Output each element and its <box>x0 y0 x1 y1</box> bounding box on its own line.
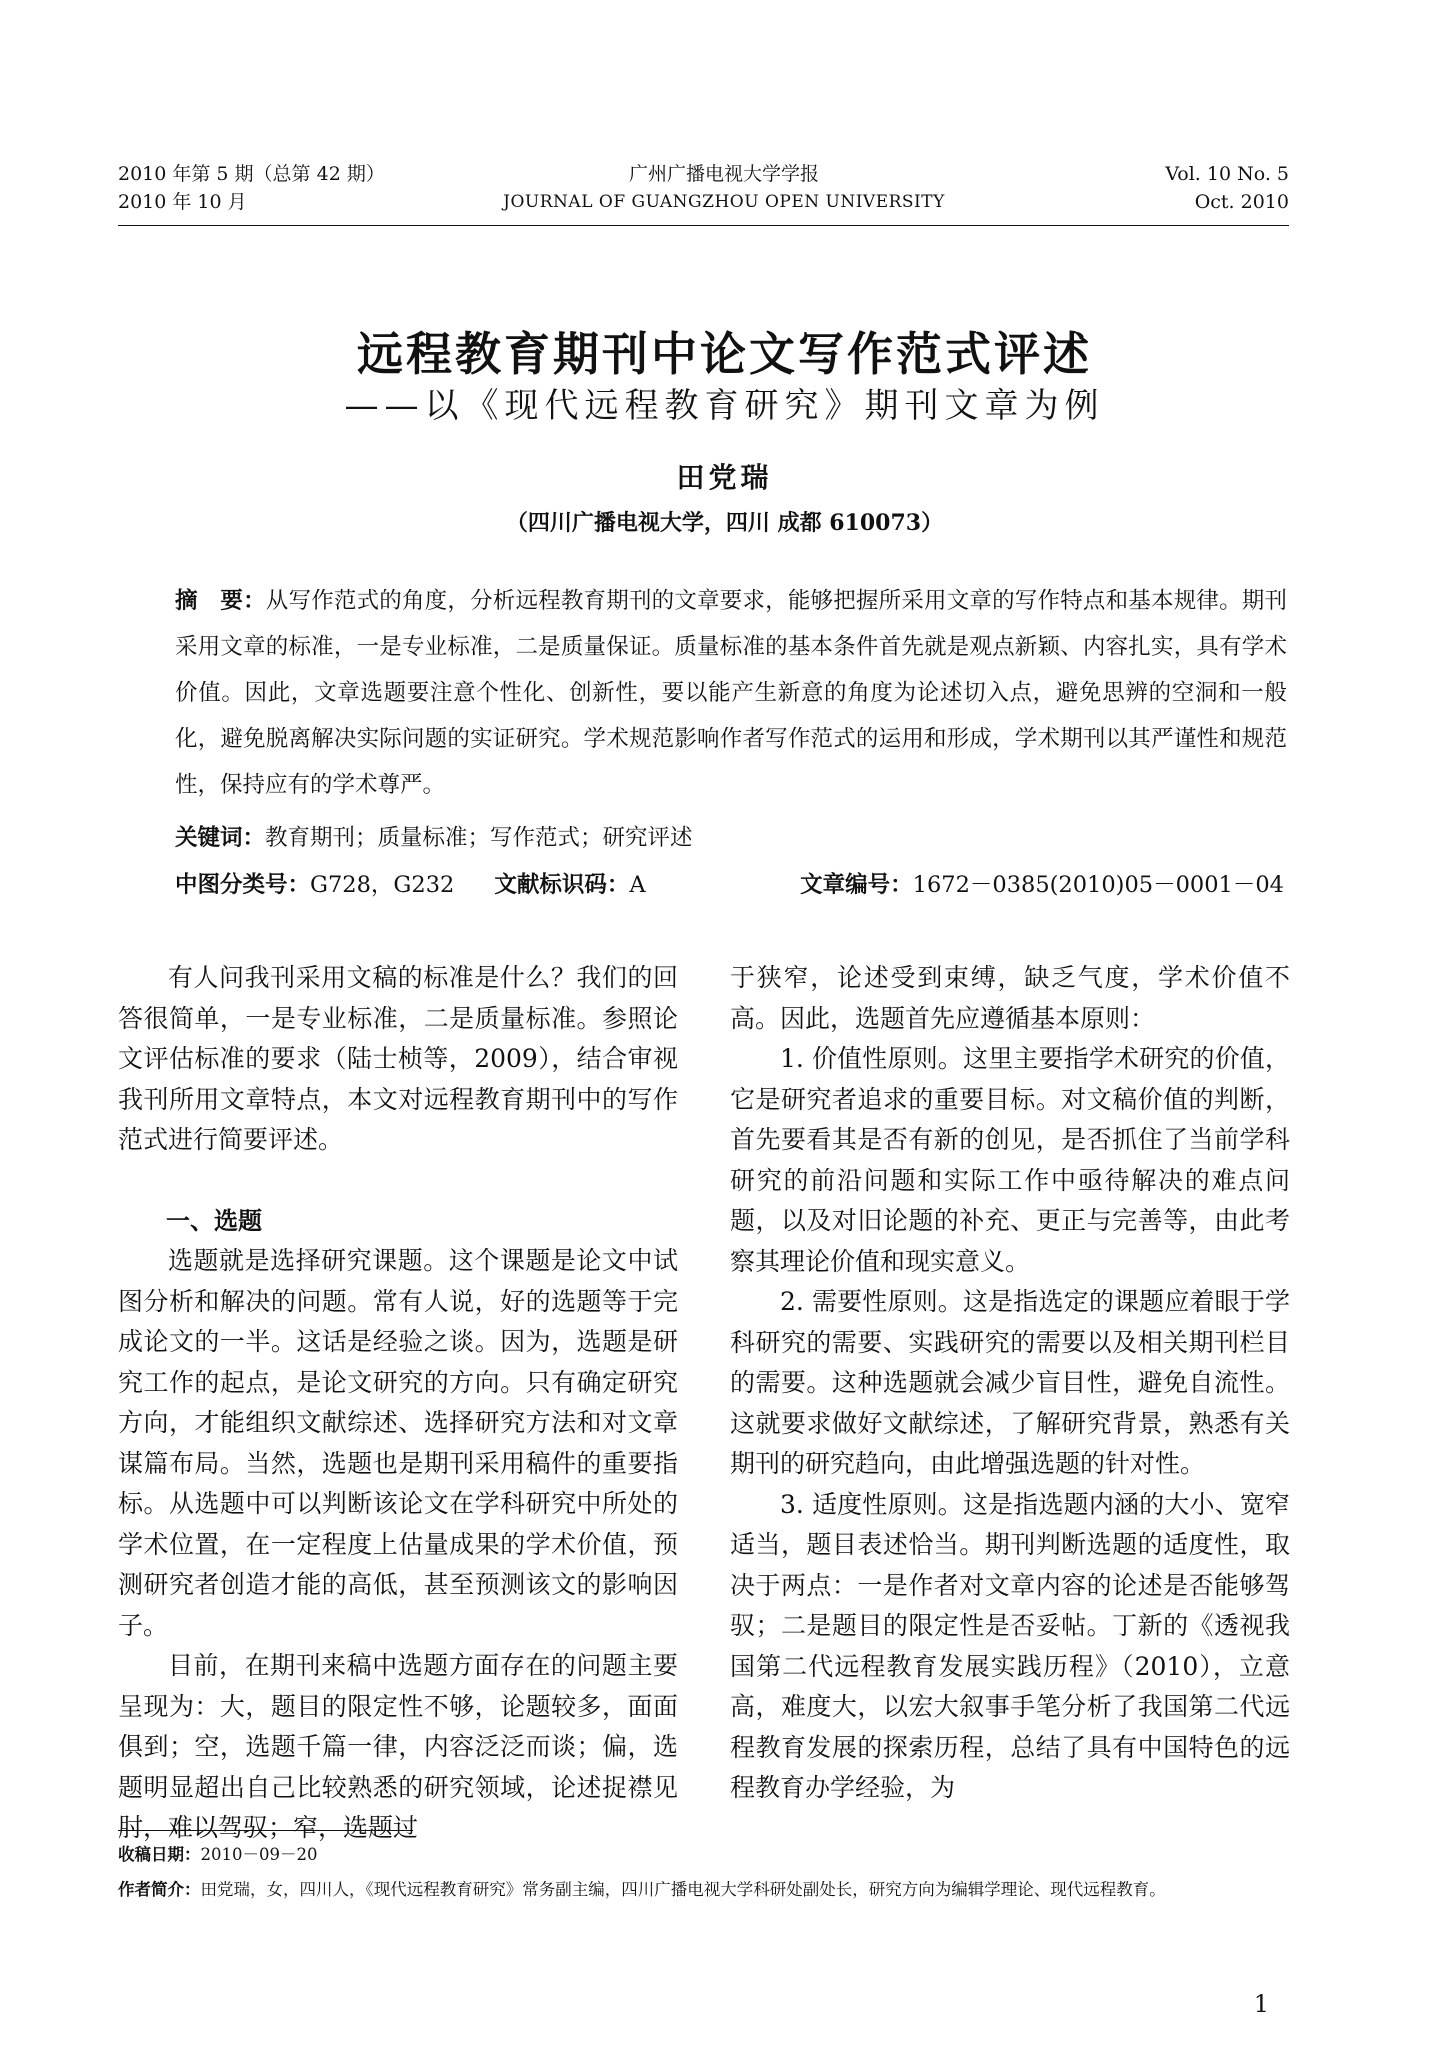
classification <box>175 865 646 905</box>
paragraph: 目前，在期刊来稿中选题方面存在的问题主要呈现为：大，题目的限定性不够，论题较多，面面俱到；空，选题千篇一律，内容泛泛而谈；偏，选题明显超出自己比较熟悉的研究领域，论述捉襟见肘，难以驾驭；窄，选题过 <box>118 1651 678 1842</box>
received-value: 2010－09－20 <box>200 1845 318 1864</box>
doc-code-label: 文献标识码： <box>494 872 630 898</box>
page-number: 1 <box>1253 1990 1269 2018</box>
body-column-right <box>730 958 1290 1809</box>
paragraph: 1. 价值性原则。这里主要指学术研究的价值，它是研究者追求的重要目标。对文稿价值的判断，首先要看其是否有新的创见，是否抓住了当前学科研究的前沿问题和实际工作中亟待解决的难点问题，以及对旧论题的补充、更正与完善等，由此考察其理论价值和现实意义。 <box>730 1044 1290 1276</box>
doc-code-value: A <box>629 872 646 898</box>
received-label: 收稿日期： <box>118 1845 201 1864</box>
issue-line: 2010 年第 5 期（总第 42 期） <box>118 163 385 185</box>
journal-name <box>503 160 945 216</box>
abstract <box>175 578 1287 808</box>
body-column-left <box>118 958 678 1849</box>
author-bio-label: 作者简介： <box>118 1880 201 1899</box>
paragraph: 2. 需要性原则。这是指选定的课题应着眼于学科研究的需要、实践研究的需要以及相关期刊栏目的需要。这种选题就会减少盲目性，避免自流性。这就要求做好文献综述，了解研究背景，熟悉有关期刊的研究趋向，由此增强选题的针对性。 <box>730 1287 1290 1478</box>
abstract-label: 摘 要： <box>175 588 266 614</box>
section-heading: 一、选题 <box>166 1206 262 1235</box>
issue-date: 2010 年 10 月 <box>118 191 247 213</box>
footnote-rule <box>118 1830 413 1831</box>
paragraph: 3. 适度性原则。这是指选题内涵的大小、宽窄适当，题目表述恰当。期刊判断选题的适度性，取决于两点：一是作者对文章内容的论述是否能够驾驭；二是题目的限定性是否妥帖。丁新的《透视我国第二代远程教育发展实践历程》（2010），立意高，难度大，以宏大叙事手笔分析了我国第二代远程教育发展的探索历程，总结了具有中国特色的远程教育办学经验，为 <box>730 1489 1290 1802</box>
journal-name-en: JOURNAL OF GUANGZHOU OPEN UNIVERSITY <box>503 192 945 212</box>
keywords-label: 关键词： <box>175 825 266 851</box>
article-number <box>800 865 1284 905</box>
keywords <box>175 818 693 858</box>
author-bio-text: 田党瑞，女，四川人，《现代远程教育研究》常务副主编，四川广播电视大学科研处副处长，研究方向为编辑学理论、现代远程教育。 <box>200 1880 1166 1899</box>
received-date <box>118 1840 1288 1870</box>
volume-info <box>1165 160 1289 216</box>
author-affiliation: （四川广播电视大学，四川 成都 610073） <box>505 510 944 536</box>
abstract-text: 从写作范式的角度，分析远程教育期刊的文章要求，能够把握所采用文章的写作特点和基本规律。期刊采用文章的标准，一是专业标准，二是质量保证。质量标准的基本条件首先就是观点新颖、内容扎实，具有学术价值。因此，文章选题要注意个性化、创新性，要以能产生新意的角度为论述切入点，避免思辨的空洞和一般化，避免脱离解决实际问题的实证研究。学术规范影响作者写作范式的运用和形成，学术期刊以其严谨性和规范性，保持应有的学术尊严。 <box>175 588 1287 798</box>
clc-value: G728，G232 <box>310 872 455 898</box>
author-name: 田党瑞 <box>676 461 773 494</box>
keywords-text: 教育期刊；质量标准；写作范式；研究评述 <box>265 825 693 851</box>
volume-date: Oct. 2010 <box>1194 191 1289 213</box>
article-number-label: 文章编号： <box>800 872 913 898</box>
paragraph: 有人问我刊采用文稿的标准是什么？我们的回答很简单，一是专业标准，二是质量标准。参照论文评估标准的要求（陆士桢等，2009），结合审视我刊所用文章特点，本文对远程教育期刊中的写作范式进行简要评述。 <box>118 963 678 1154</box>
paragraph: 选题就是选择研究课题。这个课题是论文中试图分析和解决的问题。常有人说，好的选题等于完成论文的一半。这话是经验之谈。因为，选题是研究工作的起点，是论文研究的方向。只有确定研究方向，才能组织文献综述、选择研究方法和对文章谋篇布局。当然，选题也是期刊采用稿件的重要指标。从选题中可以判断该论文在学科研究中所处的学术位置，在一定程度上估量成果的学术价值，预测研究者创造才能的高低，甚至预测该文的影响因子。 <box>118 1246 678 1640</box>
author-bio <box>118 1875 1388 1905</box>
volume-number: Vol. 10 No. 5 <box>1165 163 1289 185</box>
journal-name-cn: 广州广播电视大学学报 <box>628 163 820 185</box>
clc-label: 中图分类号： <box>175 872 311 898</box>
header-rule <box>118 225 1289 226</box>
issue-info <box>118 160 385 216</box>
paragraph: 于狭窄，论述受到束缚，缺乏气度，学术价值不高。因此，选题首先应遵循基本原则： <box>730 963 1290 1033</box>
article-title: 远程教育期刊中论文写作范式评述 <box>357 327 1092 381</box>
article-subtitle: ——以《现代远程教育研究》期刊文章为例 <box>344 386 1105 426</box>
article-number-value: 1672－0385(2010)05－0001－04 <box>912 872 1284 898</box>
